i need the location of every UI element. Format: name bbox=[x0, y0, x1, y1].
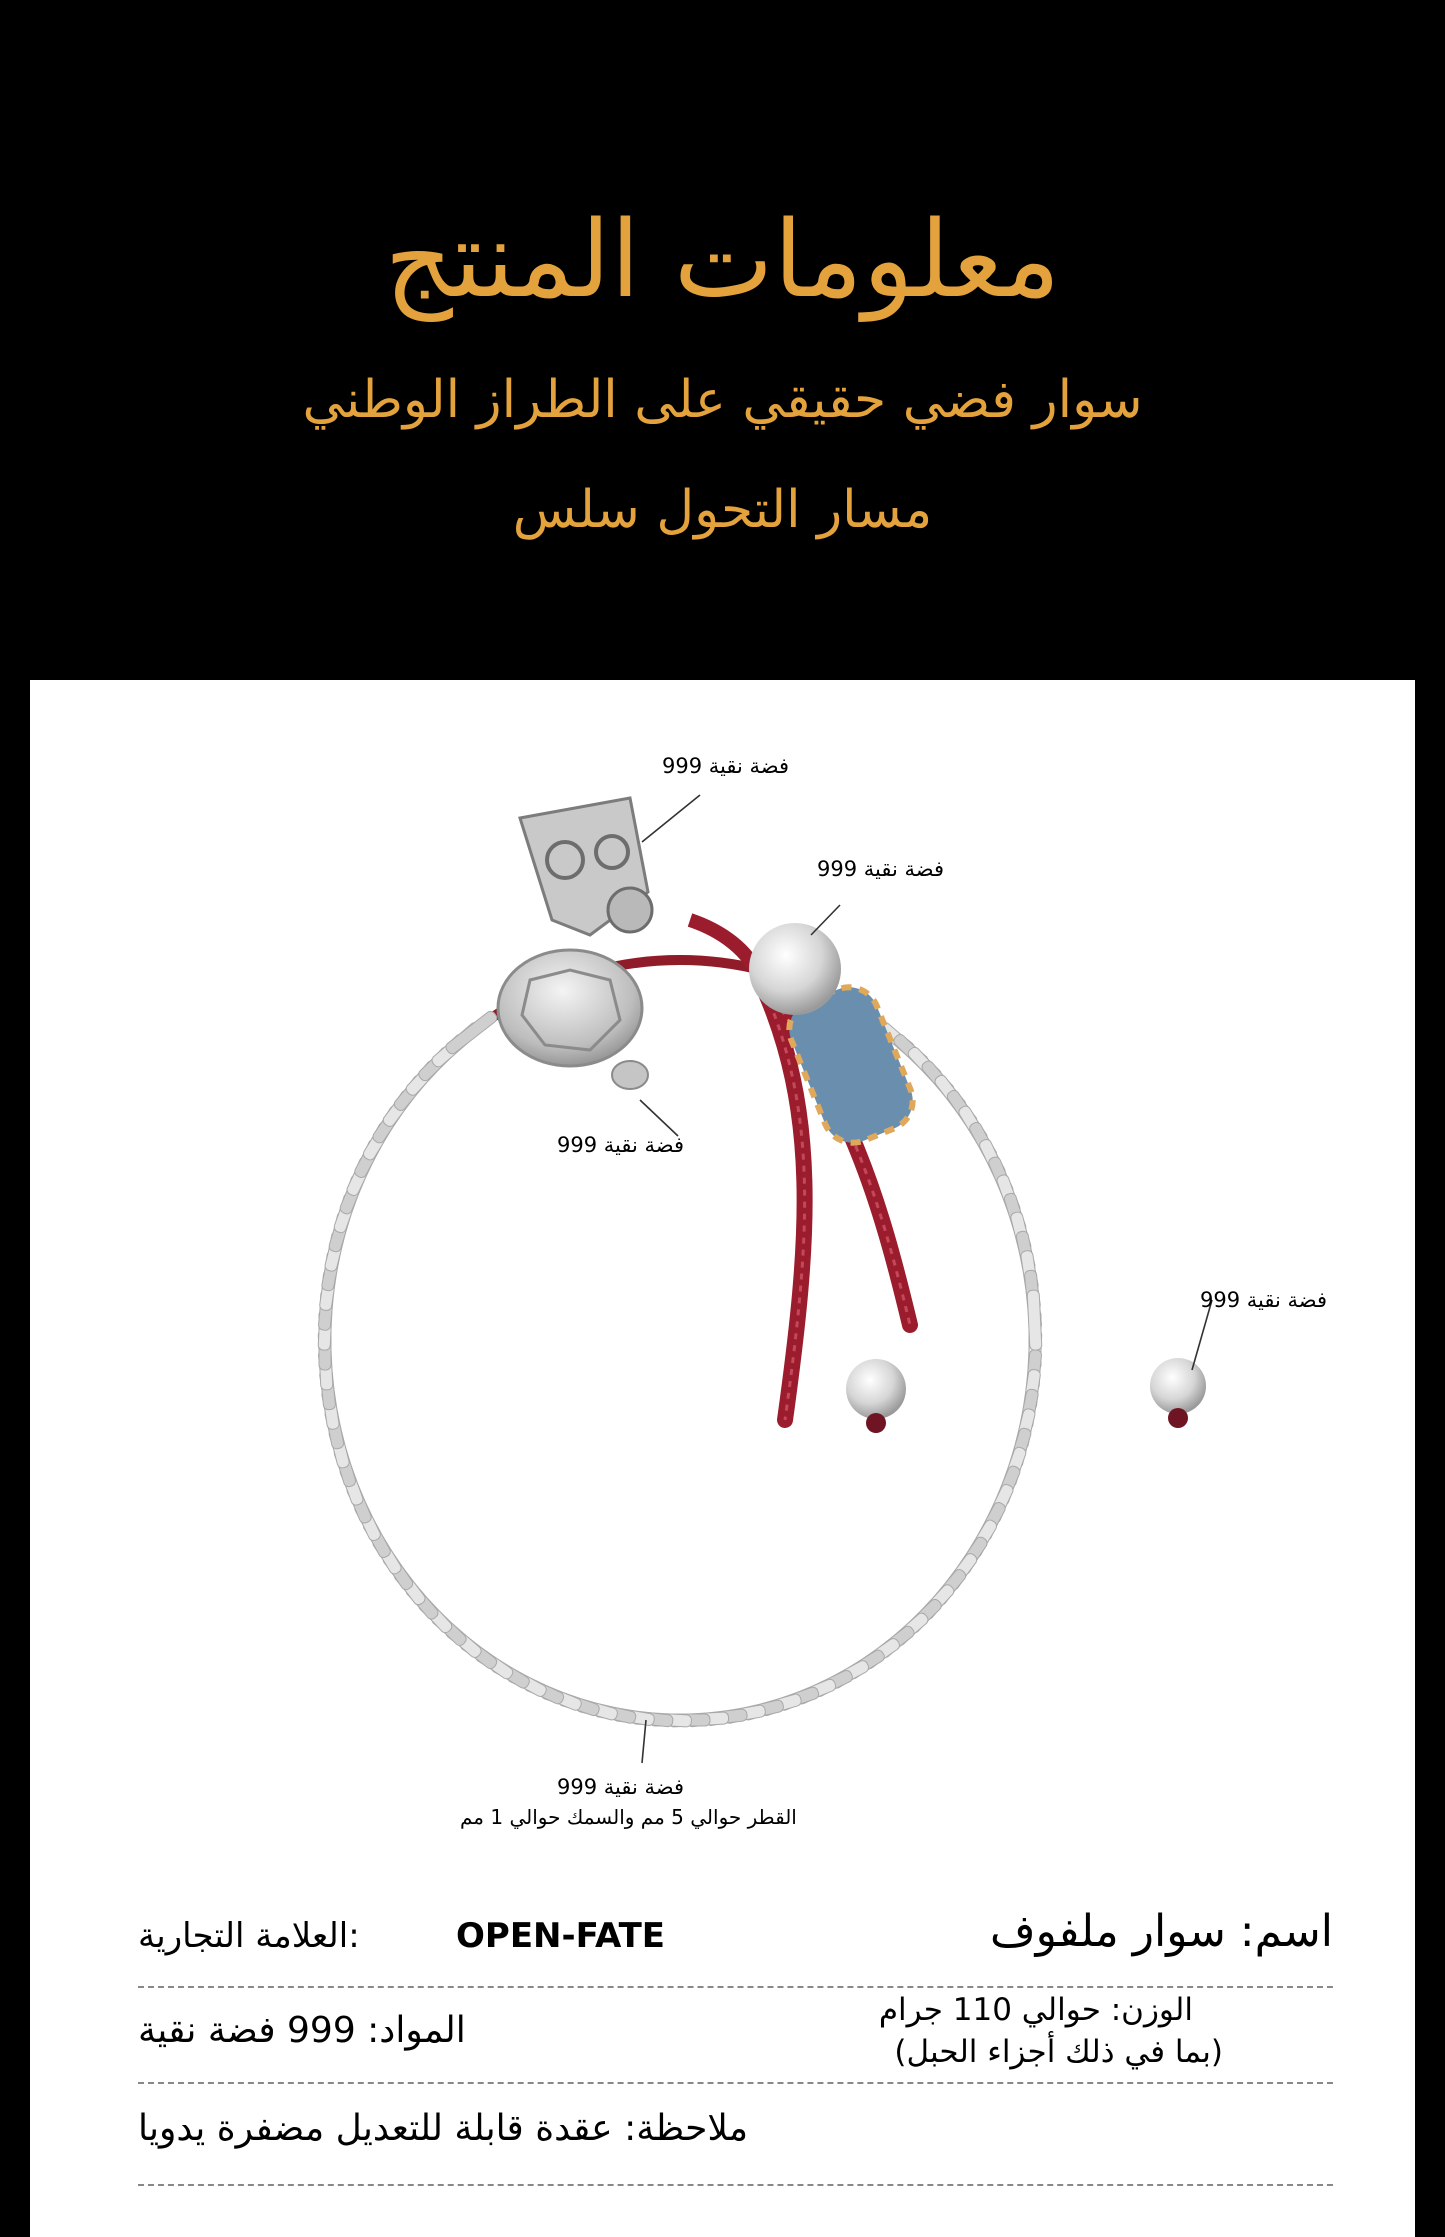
tail-bead-1 bbox=[846, 1359, 906, 1419]
page-title: معلومات المنتج bbox=[384, 198, 1061, 321]
brand-label: :العلامة التجارية bbox=[138, 1916, 360, 1956]
note: ملاحظة: عقدة قابلة للتعديل مضفرة يدويا bbox=[138, 2108, 749, 2149]
charm-tag bbox=[520, 798, 652, 935]
turtle-charm bbox=[498, 950, 648, 1089]
spec-row-weight-material bbox=[138, 1986, 1333, 2084]
page-header bbox=[0, 0, 1445, 680]
callout-tail-bead: فضة نقية 999 bbox=[1200, 1288, 1328, 1312]
callout-rings-size: القطر حوالي 5 مم والسمك حوالي 1 مم bbox=[460, 1805, 797, 1829]
callout-top-bead: فضة نقية 999 bbox=[817, 857, 945, 881]
callout-turtle: فضة نقية 999 bbox=[557, 1133, 685, 1157]
top-bead bbox=[749, 923, 841, 1015]
silver-ring bbox=[444, 1009, 499, 1055]
product-info-panel bbox=[30, 680, 1415, 2237]
weight-note: (بما في ذلك أجزاء الحبل) bbox=[894, 2034, 1223, 2070]
brand-value: OPEN-FATE bbox=[456, 1916, 666, 1956]
product-subtitle: سوار فضي حقيقي على الطراز الوطني bbox=[302, 370, 1143, 430]
spec-row-name-brand bbox=[138, 1898, 1333, 1988]
weight: الوزن: حوالي 110 جرام bbox=[878, 1992, 1193, 2028]
product-tagline: مسار التحول سلس bbox=[512, 480, 933, 540]
silver-rings bbox=[318, 960, 1042, 1727]
tail-bead-2 bbox=[1150, 1358, 1206, 1414]
callout-charm: فضة نقية 999 bbox=[662, 754, 790, 778]
material: المواد: 999 فضة نقية bbox=[138, 2010, 466, 2051]
brand bbox=[138, 1916, 360, 1956]
spec-row-note bbox=[138, 2082, 1333, 2186]
product-name: اسم: سوار ملفوف bbox=[990, 1906, 1333, 1957]
callout-rings: فضة نقية 999 bbox=[557, 1775, 685, 1799]
silver-ring bbox=[1027, 1290, 1042, 1351]
